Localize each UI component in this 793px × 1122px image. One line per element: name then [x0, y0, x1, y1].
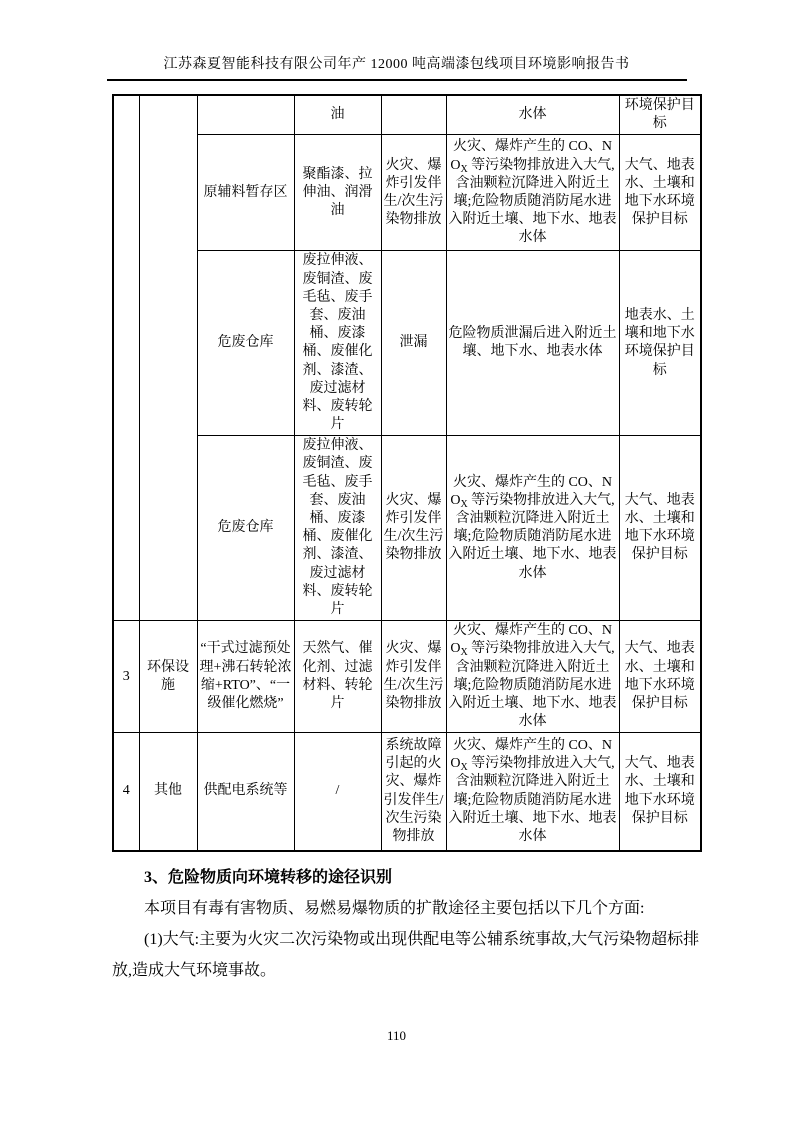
- cell-incident: 泄漏: [381, 251, 446, 436]
- impact-text: 等污染物排放进入大气,含油颗粒沉降进入附近土壤;危险物质随消防尾水进入附近土壤、地下水、地表水体: [448, 492, 617, 581]
- impact-text: 等污染物排放进入大气,含油颗粒沉降进入附近土壤;危险物质随消防尾水进入附近土壤、地下水、地表水体: [448, 756, 617, 844]
- table-row: [113, 135, 701, 251]
- cell-target: 大气、地表水、土壤和地下水环境保护目标: [619, 436, 701, 621]
- cell-no: 4: [113, 733, 139, 851]
- cell-incident: 系统故障引起的火灾、爆炸引发伴生/次生污染物排放: [381, 733, 446, 851]
- cell-area: 供配电系统等: [197, 733, 294, 851]
- section-heading: 3、危险物质向环境转移的途径识别: [144, 868, 393, 886]
- cell-no-merged: [113, 95, 139, 621]
- risk-identification-table: [112, 94, 702, 852]
- cell-area: 危废仓库: [197, 436, 294, 621]
- cell-no: 3: [113, 621, 139, 733]
- cell-impact: [446, 135, 619, 251]
- table-row: [113, 621, 701, 733]
- cell-substance: /: [294, 733, 381, 851]
- impact-text: 火灾、爆炸产生的 CO、NO: [450, 474, 613, 508]
- impact-text: 火灾、爆炸产生的 CO、NO: [450, 737, 613, 772]
- paragraph-atmosphere: (1)大气:主要为火灾二次污染物或出现供配电等公辅系统事故,大气污染物超标排放,造成大气环境事故。: [112, 930, 700, 979]
- cell-incident: 火灾、爆炸引发伴生/次生污染物排放: [381, 135, 446, 251]
- cell-area: 原辅料暂存区: [197, 135, 294, 251]
- cell-target: 环境保护目标: [619, 95, 701, 135]
- cell-area: “干式过滤预处理+沸石转轮浓缩+RTO”、“一级催化燃烧”: [197, 621, 294, 733]
- impact-text: 火灾、爆炸产生的 CO、NO: [450, 139, 613, 173]
- cell-area: [197, 95, 294, 135]
- table-row: [113, 733, 701, 851]
- cell-impact: [446, 621, 619, 733]
- page-number: 110: [386, 1028, 407, 1043]
- paragraph-intro: 本项目有毒有害物质、易燃易爆物质的扩散途径主要包括以下几个方面:: [144, 899, 645, 917]
- cell-substance: 天然气、催化剂、过滤材料、转轮片: [294, 621, 381, 733]
- impact-subscript: X: [460, 762, 468, 774]
- header-rule: [107, 79, 687, 81]
- cell-substance: 油: [294, 95, 381, 135]
- cell-target: 地表水、土壤和地下水环境保护目标: [619, 251, 701, 436]
- cell-incident: [381, 95, 446, 135]
- report-header-title: 江苏森夏智能科技有限公司年产 12000 吨高端漆包线项目环境影响报告书: [163, 57, 630, 72]
- cell-category-merged: [139, 95, 197, 621]
- table-row: [113, 436, 701, 621]
- cell-substance: 废拉伸液、废铜渣、废毛毡、废手套、废油桶、废漆桶、废催化剂、漆渣、废过滤材料、废转轮片: [294, 436, 381, 621]
- impact-subscript: X: [460, 163, 468, 175]
- page-content: [112, 94, 700, 986]
- cell-impact: 水体: [446, 95, 619, 135]
- cell-impact: [446, 436, 619, 621]
- cell-incident: 火灾、爆炸引发伴生/次生污染物排放: [381, 621, 446, 733]
- cell-target: 大气、地表水、土壤和地下水环境保护目标: [619, 621, 701, 733]
- cell-impact: [446, 733, 619, 851]
- table-row: [113, 251, 701, 436]
- cell-target: 大气、地表水、土壤和地下水环境保护目标: [619, 733, 701, 851]
- impact-text: 等污染物排放进入大气,含油颗粒沉降进入附近土壤;危险物质随消防尾水进入附近土壤、地下水、地表水体: [448, 641, 617, 730]
- cell-substance: 聚酯漆、拉伸油、润滑油: [294, 135, 381, 251]
- cell-area: 危废仓库: [197, 251, 294, 436]
- cell-category: 环保设施: [139, 621, 197, 733]
- cell-substance: 废拉伸液、废铜渣、废毛毡、废手套、废油桶、废漆桶、废催化剂、漆渣、废过滤材料、废转轮片: [294, 251, 381, 436]
- cell-target: 大气、地表水、土壤和地下水环境保护目标: [619, 135, 701, 251]
- cell-category: 其他: [139, 733, 197, 851]
- cell-impact: [446, 251, 619, 436]
- table-row-continued: [113, 95, 701, 135]
- impact-text: 等污染物排放进入大气,含油颗粒沉降进入附近土壤;危险物质随消防尾水进入附近土壤、地下水、地表水体: [448, 157, 617, 246]
- impact-subscript: X: [460, 498, 468, 510]
- impact-subscript: X: [460, 647, 468, 659]
- impact-text: 火灾、爆炸产生的 CO、NO: [450, 623, 613, 657]
- impact-text: 危险物质泄漏后进入附近土壤、地下水、地表水体: [448, 326, 617, 360]
- cell-incident: 火灾、爆炸引发伴生/次生污染物排放: [381, 436, 446, 621]
